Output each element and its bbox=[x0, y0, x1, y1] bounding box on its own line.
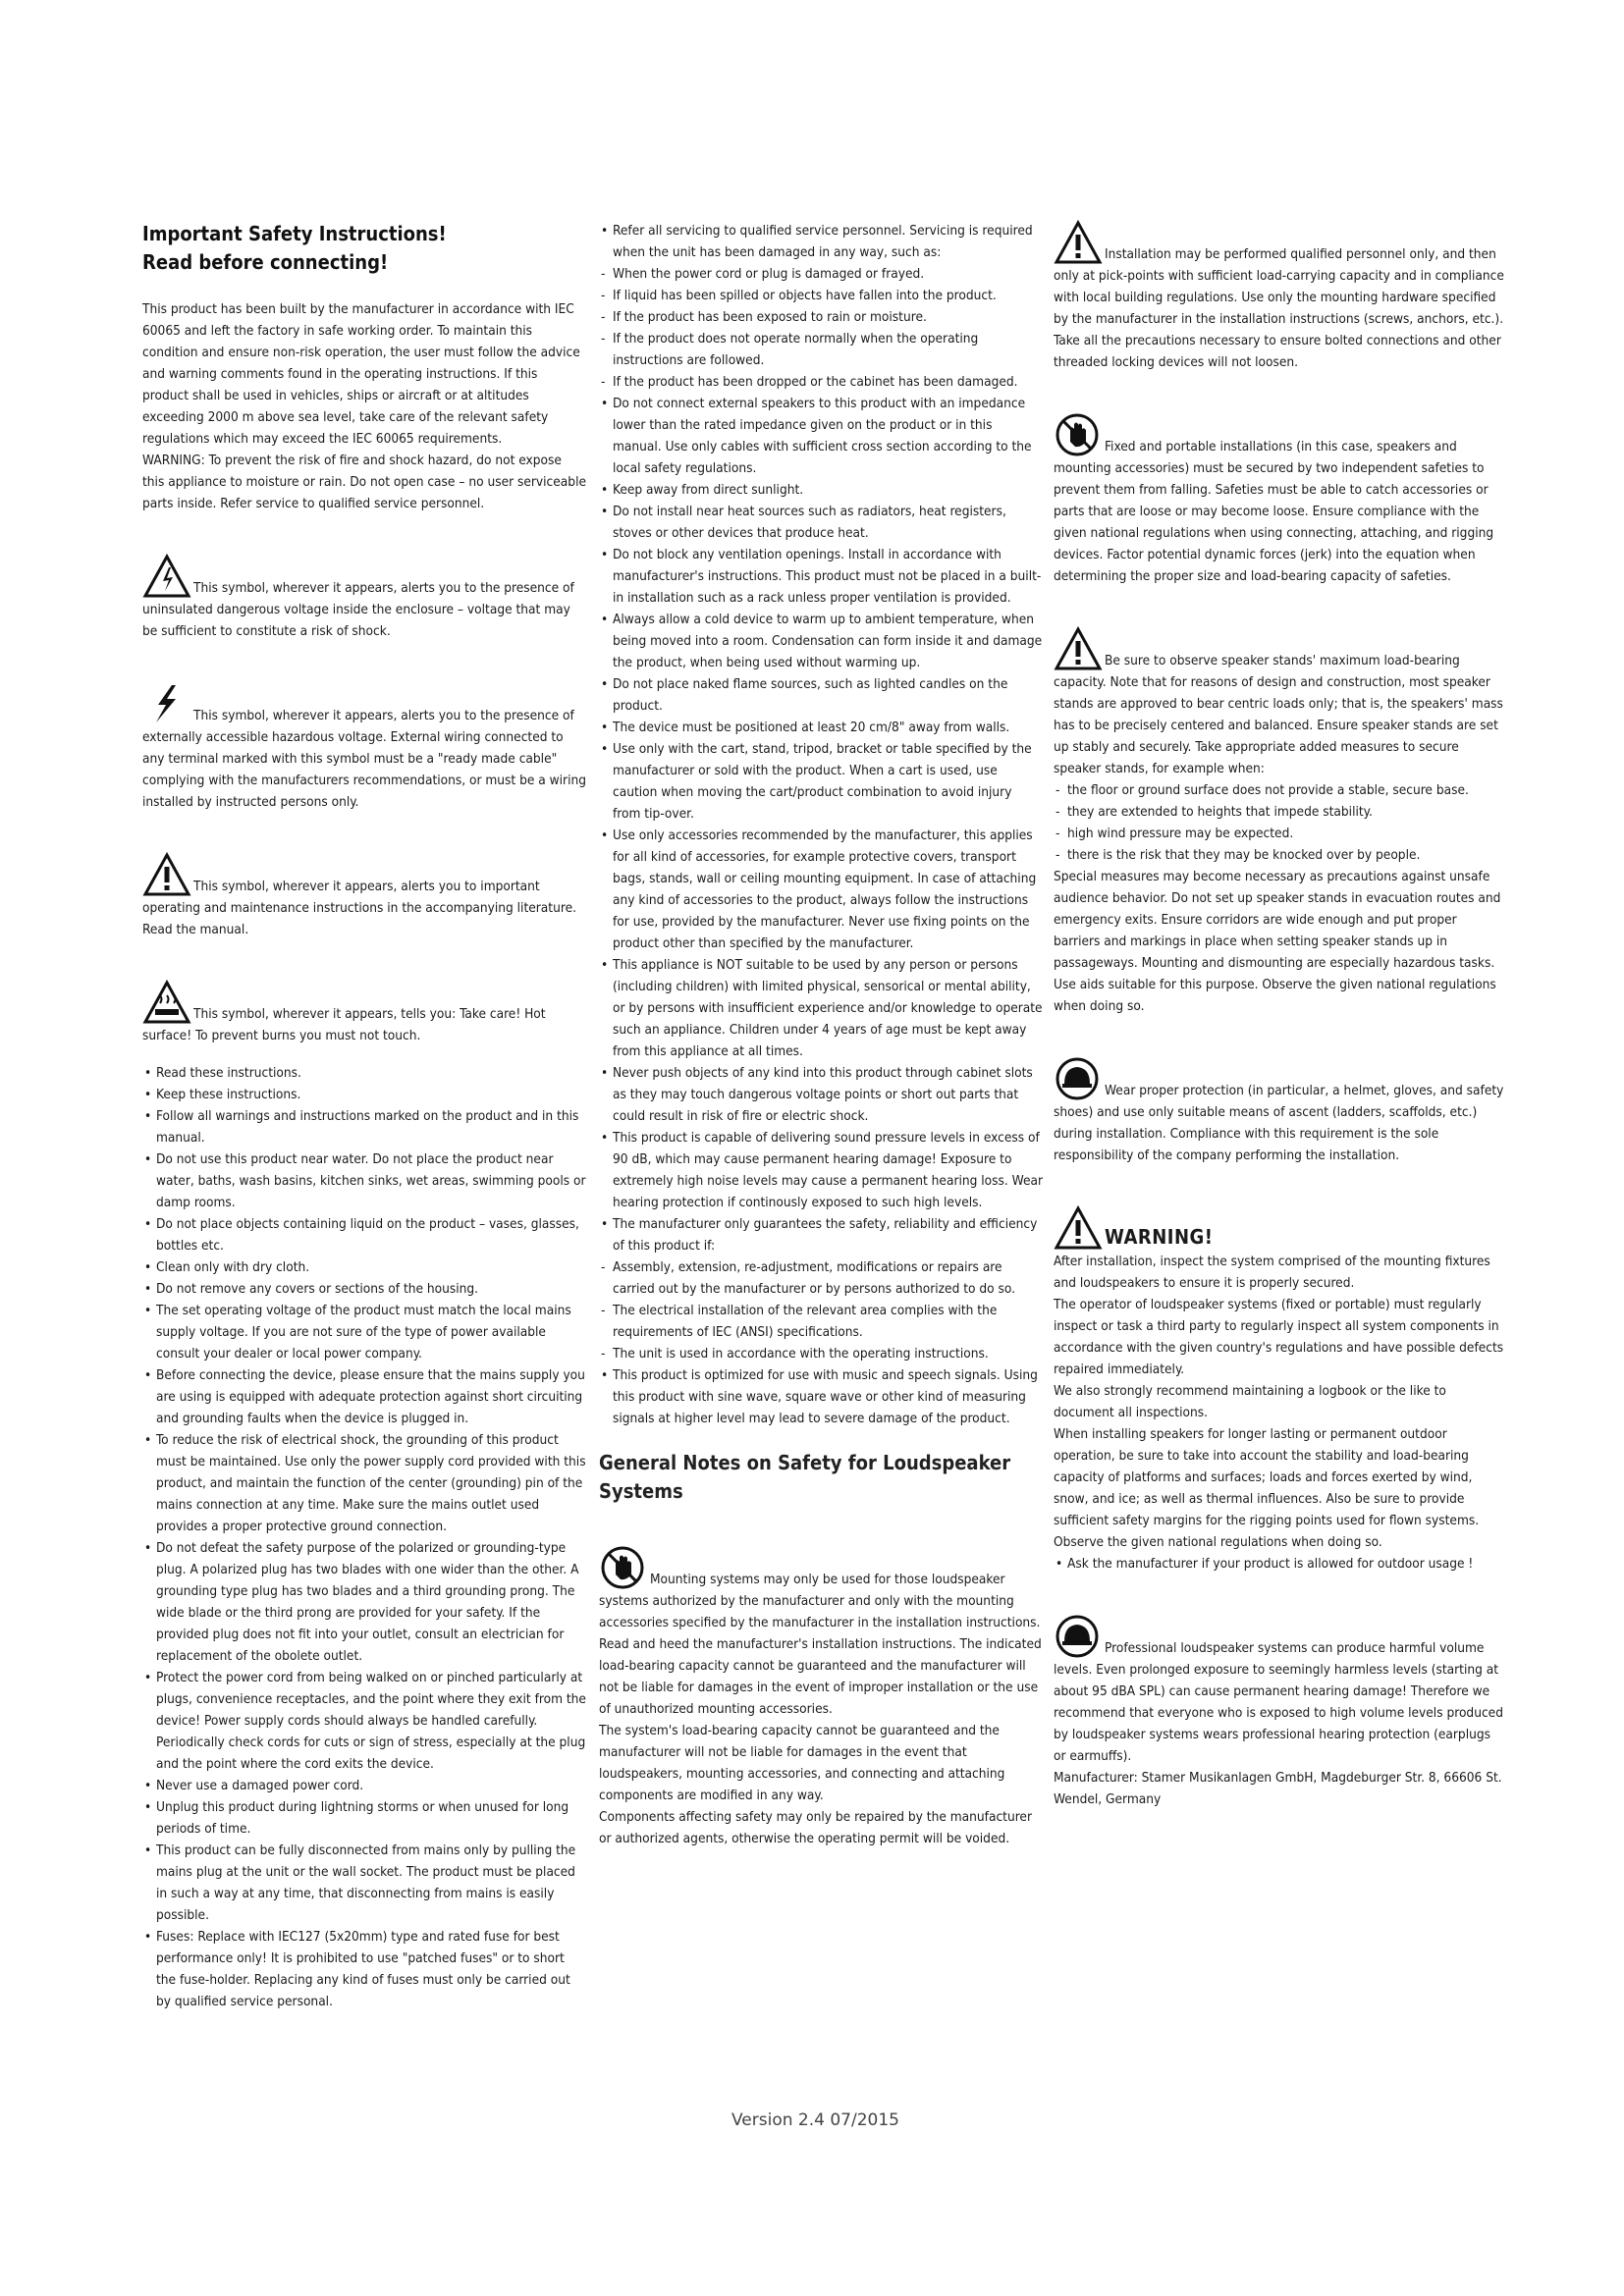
exclamation-triangle-icon bbox=[142, 852, 191, 897]
list-item: - If the product has been exposed to rain or moisture. bbox=[599, 306, 1043, 328]
lightning-triangle-icon bbox=[142, 554, 191, 599]
list-item: • Do not place naked flame sources, such as lighted candles on the product. bbox=[599, 673, 1043, 717]
list-item: • Before connecting the device, please ensure that the mains supply you are using is equipped with adequate protection against short circuiting and grounding faults when the device is plugged in. bbox=[142, 1364, 587, 1429]
list-item: - Assembly, extension, re-adjustment, modifications or repairs are carried out by the manufacturer or by persons authorized to do so. bbox=[599, 1256, 1043, 1300]
list-item: - the floor or ground surface does not provide a stable, secure base. bbox=[1054, 779, 1505, 801]
list-item: • Do not use this product near water. Do not place the product near water, baths, wash basins, kitchen sinks, wet areas, swimming pools or damp rooms. bbox=[142, 1148, 587, 1213]
list-item: • Do not defeat the safety purpose of the polarized or grounding-type plug. A polarized plug has two blades with one wider than the other. A grounding type plug has two blades and a third grounding prong. The wide blade or the third prong are provided for your safety. If the provided plug does not fit into your outlet, consult an electrician for replacement of the obolete outlet. bbox=[142, 1537, 587, 1667]
warning-text-2: The operator of loudspeaker systems (fixed or portable) must regularly inspect or task a third party to regularly inspect all system components in accordance with the given country's regulations and have possible defects repaired immediately. bbox=[1054, 1297, 1504, 1377]
helmet-icon bbox=[1054, 1056, 1103, 1101]
hot-surface-icon bbox=[142, 980, 191, 1025]
components-paragraph: Components affecting safety may only be repaired by the manufacturer or authorized agents, otherwise the operating permit will be voided. bbox=[599, 1809, 1032, 1846]
exclamation-triangle-icon bbox=[1054, 220, 1103, 265]
no-touch-hand-icon bbox=[599, 1545, 648, 1590]
load-paragraph: The system's load-bearing capacity cannot be guaranteed and the manufacturer will not be liable for damages in the event that loudspeakers, mounting accessories, and connecting and attaching components are modified in any way. bbox=[599, 1723, 1005, 1803]
list-item: - If the product has been dropped or the cabinet has been damaged. bbox=[599, 371, 1043, 393]
optimized-list bbox=[599, 1364, 1043, 1429]
list-item: • Do not block any ventilation openings. Install in accordance with manufacturer's instructions. This product must not be placed in a built-in installation such as a rack unless proper ventilation is provided. bbox=[599, 544, 1043, 609]
list-item: • Do not remove any covers or sections of the housing. bbox=[142, 1278, 587, 1300]
list-item: - The electrical installation of the relevant area complies with the requirements of IEC (ANSI) specifications. bbox=[599, 1300, 1043, 1343]
list-item: • Use only with the cart, stand, tripod, bracket or table specified by the manufacturer or sold with the product. When a cart is used, use caution when moving the cart/product combination to avoid injury from tip-over. bbox=[599, 738, 1043, 825]
list-item: • The set operating voltage of the product must match the local mains supply voltage. If you are not sure of the type of power available consult your dealer or local power company. bbox=[142, 1300, 587, 1364]
lightning-bolt-icon bbox=[142, 681, 191, 726]
column-3 bbox=[1054, 220, 1505, 1810]
symbol-hot-surface: This symbol, wherever it appears, tells you: Take care! Hot surface! To prevent burns you must not touch. bbox=[142, 980, 587, 1046]
list-item: - When the power cord or plug is damaged or frayed. bbox=[599, 263, 1043, 285]
speaker-stands-paragraph: Be sure to observe speaker stands' maximum load-bearing capacity. Note that for reasons of design and construction, most speaker stands are approved to bear centric loads only; that is, the speakers' mass has to be precisely centered and balanced. Ensure speaker stands are set up stably and securely. Take appropriate added measures to secure speaker stands, for example when: bbox=[1054, 626, 1505, 779]
list-item: • This product is optimized for use with music and speech signals. Using this product with sine wave, square wave or other kind of measuring signals at higher level may lead to severe damage of the product. bbox=[599, 1364, 1043, 1429]
intro-paragraph: This product has been built by the manufacturer in accordance with IEC 60065 and left the factory in safe working order. To maintain this condition and ensure non-risk operation, the user must follow the advice and warning comments found in the operating instructions. If this product shall be used in vehicles, ships or aircraft or at altitudes exceeding 2000 m above sea level, take care of the relevant safety regulations which may exceed the IEC 60065 requirements. bbox=[142, 301, 580, 447]
list-item: • This appliance is NOT suitable to be used by any person or persons (including children) with limited physical, sensorical or mental ability, or by persons with insufficient experience and/or knowledge to operate such an appliance. Children under 4 years of age must be kept away from this appliance at all times. bbox=[599, 954, 1043, 1062]
warning-heading bbox=[1054, 1205, 1505, 1251]
list-item: • Use only accessories recommended by the manufacturer, this applies for all kind of accessories, for example protective covers, transport bags, stands, wall or ceiling mounting equipment. In case of attaching any kind of accessories to the product, always follow the instructions for use, provided by the manufacturer. Never use fixing points on the product other than specified by the manufacturer. bbox=[599, 825, 1043, 954]
list-item: - If the product does not operate normally when the operating instructions are followed. bbox=[599, 328, 1043, 371]
list-item: • Do not connect external speakers to this product with an impedance lower than the rated impedance given on the product or in this manual. Use only cables with sufficient cross section according to the local safety regulations. bbox=[599, 393, 1043, 479]
list-item: - they are extended to heights that impede stability. bbox=[1054, 801, 1505, 823]
hearing-paragraph: Professional loudspeaker systems can produce harmful volume levels. Even prolonged exposure to seemingly harmless levels (starting at about 95 dBA SPL) can cause permanent hearing damage! Therefore we recommend that everyone who is exposed to high volume levels produced by loudspeaker systems wears professional hearing protection (earplugs or earmuffs). bbox=[1054, 1614, 1505, 1767]
list-item: • Refer all servicing to qualified service personnel. Servicing is required when the unit has been damaged in any way, such as: bbox=[599, 220, 1043, 263]
warning-label: WARNING! bbox=[1105, 1225, 1214, 1249]
warning-text-3: We also strongly recommend maintaining a logbook or the like to document all inspections. bbox=[1054, 1383, 1446, 1420]
protection-paragraph: Wear proper protection (in particular, a helmet, gloves, and safety shoes) and use only suitable means of ascent (ladders, scaffolds, etc.) during installation. Compliance with this requirement is the sole responsibility of the company performing the installation. bbox=[1054, 1056, 1505, 1166]
helmet-icon bbox=[1054, 1614, 1103, 1659]
list-item: • Never use a damaged power cord. bbox=[142, 1775, 587, 1796]
no-touch-hand-icon bbox=[1054, 412, 1103, 457]
list-item: • Ask the manufacturer if your product is allowed for outdoor usage ! bbox=[1054, 1553, 1505, 1575]
list-item: • This product can be fully disconnected from mains only by pulling the mains plug at the unit or the wall socket. The product must be placed in such a way at any time, that disconnecting from mains is easily possible. bbox=[142, 1840, 587, 1926]
mounting-paragraph: Mounting systems may only be used for those loudspeaker systems authorized by the manufacturer and only with the mounting accessories specified by the manufacturer in the installation instructions. Read and heed the manufacturer's installation instructions. The indicated load-bearing capacity cannot be guaranteed and the manufacturer will not be liable for damages in the event of improper installation or the use of unauthorized mounting accessories. bbox=[599, 1545, 1043, 1720]
list-item: • Keep these instructions. bbox=[142, 1084, 587, 1105]
fixed-installations-paragraph: Fixed and portable installations (in this case, speakers and mounting accessories) must be secured by two independent safeties to prevent them from falling. Safeties must be able to catch accessories or parts that are loose or may become loose. Ensure compliance with the given national regulations when using connecting, attaching, and rigging devices. Factor potential dynamic forces (jerk) into the equation when determining the proper size and load-bearing capacity of safeties. bbox=[1054, 412, 1505, 587]
list-item: • Do not place objects containing liquid on the product – vases, glasses, bottles etc. bbox=[142, 1213, 587, 1256]
stands-dash-list bbox=[1054, 779, 1505, 866]
list-item: - there is the risk that they may be knocked over by people. bbox=[1054, 844, 1505, 866]
list-item: • Never push objects of any kind into this product through cabinet slots as they may touch dangerous voltage points or short out parts that could result in risk of fire or electric shock. bbox=[599, 1062, 1043, 1127]
section-title-loudspeaker-safety: General Notes on Safety for Loudspeaker Systems bbox=[599, 1451, 1011, 1503]
safety-bullet-list-2 bbox=[599, 393, 1043, 1256]
list-item: • Unplug this product during lightning storms or when unused for long periods of time. bbox=[142, 1796, 587, 1840]
list-item: • This product is capable of delivering sound pressure levels in excess of 90 dB, which may cause permanent hearing damage! Exposure to extremely high noise levels may cause a permanent hearing loss. Wear hearing protection if continously exposed to such high levels. bbox=[599, 1127, 1043, 1213]
warning-text-4: When installing speakers for longer lasting or permanent outdoor operation, be sure to take into account the stability and load-bearing capacity of platforms and surfaces; loads and forces exerted by wind, snow, and ice; as well as thermal influences. Also be sure to provide sufficient safety margins for the rigging points used for flown systems. Observe the given national regulations when doing so. bbox=[1054, 1426, 1480, 1550]
symbol-important-instructions: This symbol, wherever it appears, alerts you to important operating and maintenance instructions in the accompanying literature. Read the manual. bbox=[142, 852, 587, 940]
list-item: • Do not install near heat sources such as radiators, heat registers, stoves or other devices that produce heat. bbox=[599, 501, 1043, 544]
list-item: • Clean only with dry cloth. bbox=[142, 1256, 587, 1278]
list-item: • Read these instructions. bbox=[142, 1062, 587, 1084]
service-list bbox=[599, 220, 1043, 263]
list-item: • Keep away from direct sunlight. bbox=[599, 479, 1043, 501]
version-footer: Version 2.4 07/2015 bbox=[731, 2110, 899, 2130]
safety-bullet-list bbox=[142, 1062, 587, 2012]
list-item: • Follow all warnings and instructions marked on the product and in this manual. bbox=[142, 1105, 587, 1148]
manufacturer-address: Manufacturer: Stamer Musikanlagen GmbH, Magdeburger Str. 8, 66606 St. Wendel, Germany bbox=[1054, 1770, 1502, 1807]
list-item: - high wind pressure may be expected. bbox=[1054, 823, 1505, 844]
outdoor-list bbox=[1054, 1553, 1505, 1575]
special-measures-paragraph: Special measures may become necessary as precautions against unsafe audience behavior. Do not set up speaker stands in evacuation routes and emergency exits. Ensure corridors are wide enough and put proper barriers and markings in place when setting speaker stands up in passageways. Mounting and dismounting are especially hazardous tasks. Use aids suitable for this purpose. Observe the given national regulations when doing so. bbox=[1054, 869, 1501, 1014]
list-item: - If liquid has been spilled or objects have fallen into the product. bbox=[599, 285, 1043, 306]
guarantee-dash-list bbox=[599, 1256, 1043, 1364]
column-1 bbox=[142, 220, 587, 2012]
list-item: • Fuses: Replace with IEC127 (5x20mm) type and rated fuse for best performance only! It is prohibited to use "patched fuses" or to short the fuse-holder. Replacing any kind of fuses must only be carried out by qualified service personal. bbox=[142, 1926, 587, 2012]
exclamation-triangle-icon bbox=[1054, 626, 1103, 671]
symbol-voltage-inside: This symbol, wherever it appears, alerts you to the presence of uninsulated dangerous voltage inside the enclosure – voltage that may be sufficient to constitute a risk of shock. bbox=[142, 554, 587, 642]
list-item: • Protect the power cord from being walked on or pinched particularly at plugs, convenience receptacles, and the point where they exit from the device! Power supply cords should always be handled carefully. Periodically check cords for cuts or sign of stress, especially at the plug and the point where the cord exits the device. bbox=[142, 1667, 587, 1775]
list-item: • To reduce the risk of electrical shock, the grounding of this product must be maintained. Use only the power supply cord provided with this product, and maintain the function of the center (grounding) pin of the mains connection at any time. Make sure the mains outlet used provides a proper protective ground connection. bbox=[142, 1429, 587, 1537]
list-item: • The manufacturer only guarantees the safety, reliability and efficiency of this product if: bbox=[599, 1213, 1043, 1256]
exclamation-triangle-icon bbox=[1054, 1205, 1103, 1251]
installation-paragraph: Installation may be performed qualified personnel only, and then only at pick-points with sufficient load-carrying capacity and in compliance with local building regulations. Use only the mounting hardware specified by the manufacturer in the installation instructions (screws, anchors, etc.). Take all the precautions necessary to ensure bolted connections and other threaded locking devices will not loosen. bbox=[1054, 220, 1505, 373]
service-dash-list bbox=[599, 263, 1043, 393]
warning-text-1: After installation, inspect the system comprised of the mounting fixtures and loudspeakers to ensure it is properly secured. bbox=[1054, 1254, 1490, 1291]
list-item: • The device must be positioned at least 20 cm/8" away from walls. bbox=[599, 717, 1043, 738]
symbol-external-voltage: This symbol, wherever it appears, alerts you to the presence of externally accessible hazardous voltage. External wiring connected to any terminal marked with this symbol must be a "ready made cable" complying with the manufacturers recommendations, or must be a wiring installed by instructed persons only. bbox=[142, 681, 587, 813]
column-2 bbox=[599, 220, 1043, 1849]
warning-paragraph: WARNING: To prevent the risk of fire and shock hazard, do not expose this appliance to moisture or rain. Do not open case – no user serviceable parts inside. Refer service to qualified service personnel. bbox=[142, 453, 586, 511]
list-item: • Always allow a cold device to warm up to ambient temperature, when being moved into a room. Condensation can form inside it and damage the product, when being used without warming up. bbox=[599, 609, 1043, 673]
page-title: Important Safety Instructions! Read before connecting! bbox=[142, 222, 447, 274]
list-item: - The unit is used in accordance with the operating instructions. bbox=[599, 1343, 1043, 1364]
